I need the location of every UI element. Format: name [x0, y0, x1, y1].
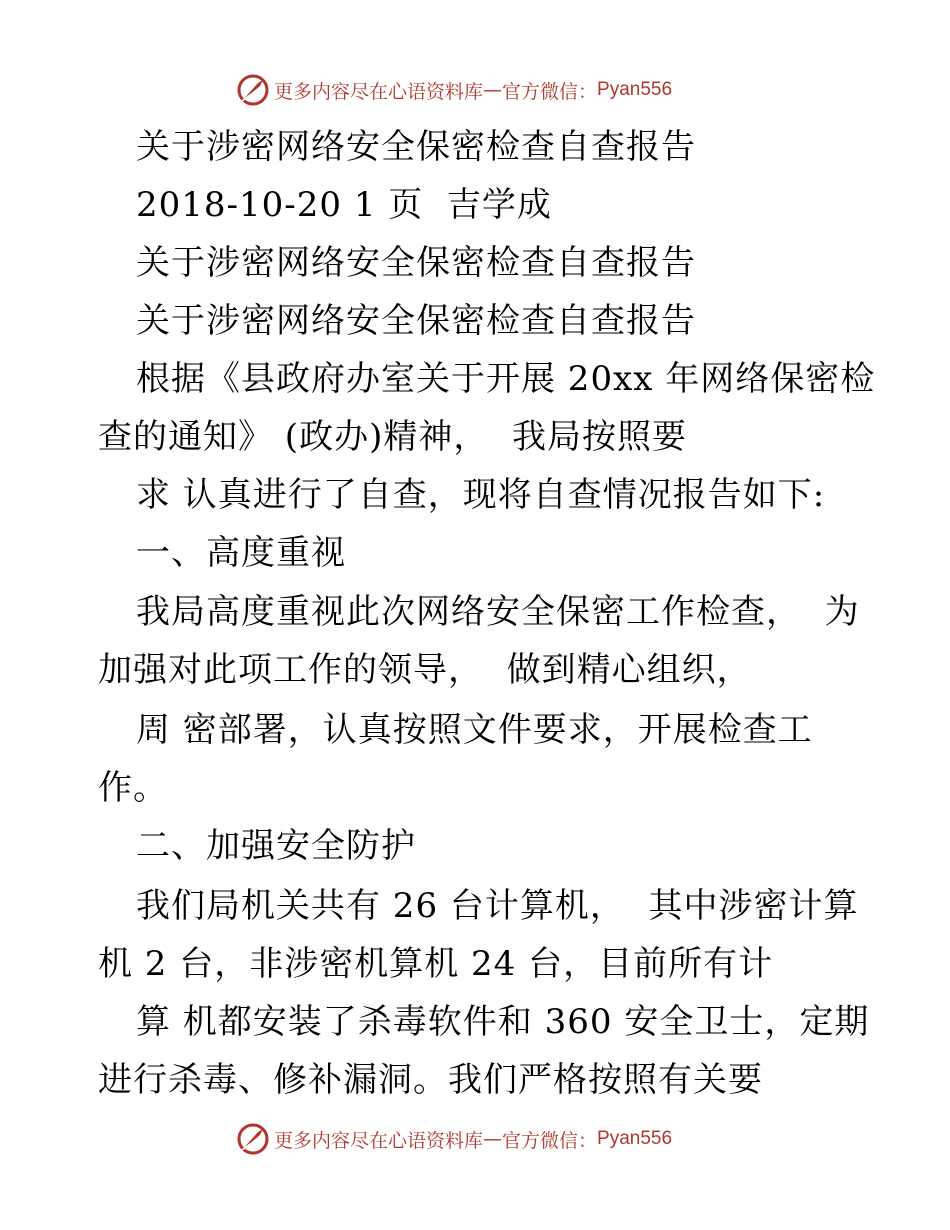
- document-meta: 2018-10-20 1 页 吉学成: [136, 185, 552, 225]
- document-line: 求 认真进行了自查，现将自查情况报告如下:: [136, 475, 826, 515]
- document-line: 算 机都安装了杀毒软件和 360 安全卫士，定期: [136, 1002, 870, 1042]
- document-line: 关于涉密网络安全保密检查自查报告: [136, 301, 696, 341]
- document-line: 机 2 台，非涉密机算机 24 台，目前所有计: [98, 944, 774, 984]
- watermark-suffix: 官方微信：: [502, 80, 598, 103]
- watermark-text: 更多内容尽在心语资料库: [274, 80, 484, 103]
- watermark-handle: Pyan556: [597, 1128, 673, 1149]
- header-watermark: [236, 73, 672, 107]
- quill-pen-icon: [236, 1122, 270, 1156]
- document-line: 我们局机关共有 26 台计算机， 其中涉密计算: [136, 886, 859, 926]
- watermark-separator: —: [483, 1128, 503, 1150]
- document-line: 我局高度重视此次网络安全保密工作检查， 为: [136, 592, 860, 632]
- document-line: 加强对此项工作的领导， 做到精心组织，: [98, 650, 752, 690]
- document-line: 周 密部署，认真按照文件要求，开展检查工: [136, 710, 813, 750]
- section-heading: 二、加强安全防护: [136, 826, 416, 866]
- document-line: 根据《县政府办室关于开展 20xx 年网络保密检: [136, 359, 876, 399]
- document-line: 查的通知》 (政办)精神， 我局按照要: [98, 417, 687, 457]
- section-heading: 一、高度重视: [136, 533, 346, 573]
- watermark-separator: —: [483, 79, 503, 101]
- watermark-text: 更多内容尽在心语资料库: [274, 1129, 484, 1152]
- watermark-suffix: 官方微信：: [502, 1129, 598, 1152]
- document-line: 作。: [98, 768, 168, 808]
- quill-pen-icon: [236, 73, 270, 107]
- watermark-handle: Pyan556: [597, 79, 673, 100]
- document-title: 关于涉密网络安全保密检查自查报告: [136, 127, 696, 167]
- document-line: 进行杀毒、修补漏洞。我们严格按照有关要: [98, 1060, 763, 1100]
- document-line: 关于涉密网络安全保密检查自查报告: [136, 243, 696, 283]
- footer-watermark: [236, 1122, 672, 1156]
